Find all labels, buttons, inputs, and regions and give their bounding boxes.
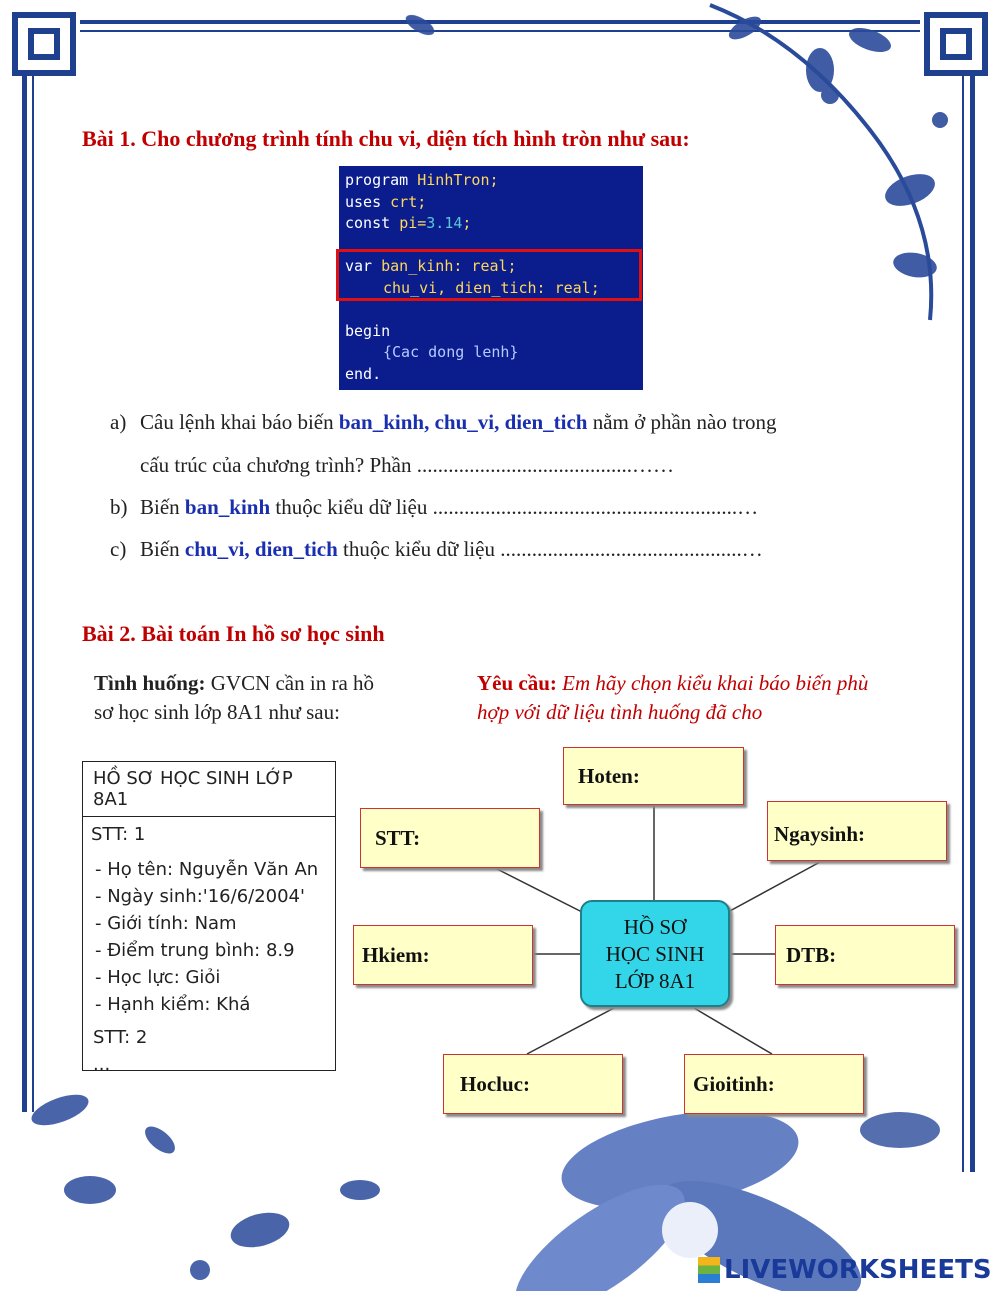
field-box-dtb[interactable]: DTB: (775, 925, 955, 985)
profile-item: - Điểm trung bình: 8.9 (95, 940, 295, 961)
code-keyword: const (345, 214, 400, 232)
situation-line2: sơ học sinh lớp 8A1 như sau: (94, 700, 340, 724)
field-box-ngaysinh[interactable]: Ngaysinh: (767, 801, 947, 861)
liveworksheets-logo (698, 1255, 992, 1285)
field-box-stt[interactable]: STT: (360, 808, 540, 868)
diagram-center-node (580, 900, 730, 1007)
field-box-hoten[interactable]: Hoten: (563, 747, 744, 805)
center-line-1: HỒ SƠ (623, 915, 687, 939)
question-c-blank: thuộc kiểu dữ liệu ..............................................… (337, 537, 763, 561)
code-comment: {Cac dong lenh} (383, 343, 519, 361)
situation-label: Tình huống: (94, 671, 206, 695)
code-keyword: var (345, 257, 382, 275)
request-label: Yêu cầu: (477, 671, 557, 695)
code-identifier: pi= (399, 214, 427, 232)
center-line-3: LỚP 8A1 (614, 969, 696, 993)
question-b-var: ban_kinh (184, 495, 271, 519)
watermark-text: LIVEWORKSHEETS (724, 1255, 992, 1285)
code-keyword: program (345, 171, 418, 189)
request-line1: Em hãy chọn kiểu khai báo biến phù (556, 671, 869, 695)
center-line-2: HỌC SINH (605, 942, 705, 966)
profile-item: - Hạnh kiểm: Khá (95, 994, 251, 1015)
question-a-line2: cấu trúc của chương trình? Phần .........................................…… (140, 453, 674, 477)
code-number: 3.14 (426, 214, 463, 232)
code-keyword: begin (345, 321, 391, 340)
code-identifier: HinhTron; (417, 171, 499, 189)
profile-item: - Ngày sinh:'16/6/2004' (95, 886, 305, 907)
profile-more: ... (93, 1054, 111, 1075)
field-box-gioitinh[interactable]: Gioitinh: (684, 1054, 864, 1114)
field-box-hkiem[interactable]: Hkiem: (353, 925, 533, 985)
question-a-text-end: nằm ở phần nào trong (587, 410, 777, 434)
profile-item: - Họ tên: Nguyễn Văn An (95, 859, 319, 880)
question-b-blank: thuộc kiểu dữ liệu ..........................................................… (270, 495, 759, 519)
code-identifier: chu_vi, dien_tich: real; (383, 278, 600, 297)
profile-item: - Giới tính: Nam (95, 913, 237, 934)
liveworksheets-logo-icon (698, 1257, 720, 1283)
code-keyword: uses (345, 192, 391, 211)
situation-line1: GVCN cần in ra hồ (205, 671, 375, 695)
question-a-label: a) (110, 410, 127, 434)
code-punct: ; (462, 214, 472, 232)
request-line2: hợp với dữ liệu tình huống đã cho (477, 700, 763, 724)
code-keyword: end. (345, 364, 382, 383)
profile-item: - Học lực: Giỏi (95, 967, 221, 988)
profile-stt-1: STT: 1 (91, 824, 146, 845)
code-identifier: ban_kinh: real; (381, 257, 517, 275)
question-a-vars: ban_kinh, chu_vi, dien_tich (338, 410, 588, 434)
code-identifier: crt; (390, 192, 427, 211)
question-c-vars: chu_vi, dien_tich (184, 537, 338, 561)
profile-header: HỒ SƠ HỌC SINH LỚP 8A1 (83, 762, 335, 817)
question-b-label: b) (110, 495, 128, 519)
question-a-text: Câu lệnh khai báo biến (140, 410, 339, 434)
profile-stt-2: STT: 2 (93, 1027, 148, 1048)
question-b-text: Biến (140, 495, 185, 519)
question-c-text: Biến (140, 537, 185, 561)
exercise-1-title: Bài 1. Cho chương trình tính chu vi, diện tích hình tròn như sau: (82, 126, 690, 151)
question-c-label: c) (110, 537, 127, 561)
exercise-2-title: Bài 2. Bài toán In hồ sơ học sinh (82, 621, 385, 646)
field-box-hocluc[interactable]: Hocluc: (443, 1054, 623, 1114)
